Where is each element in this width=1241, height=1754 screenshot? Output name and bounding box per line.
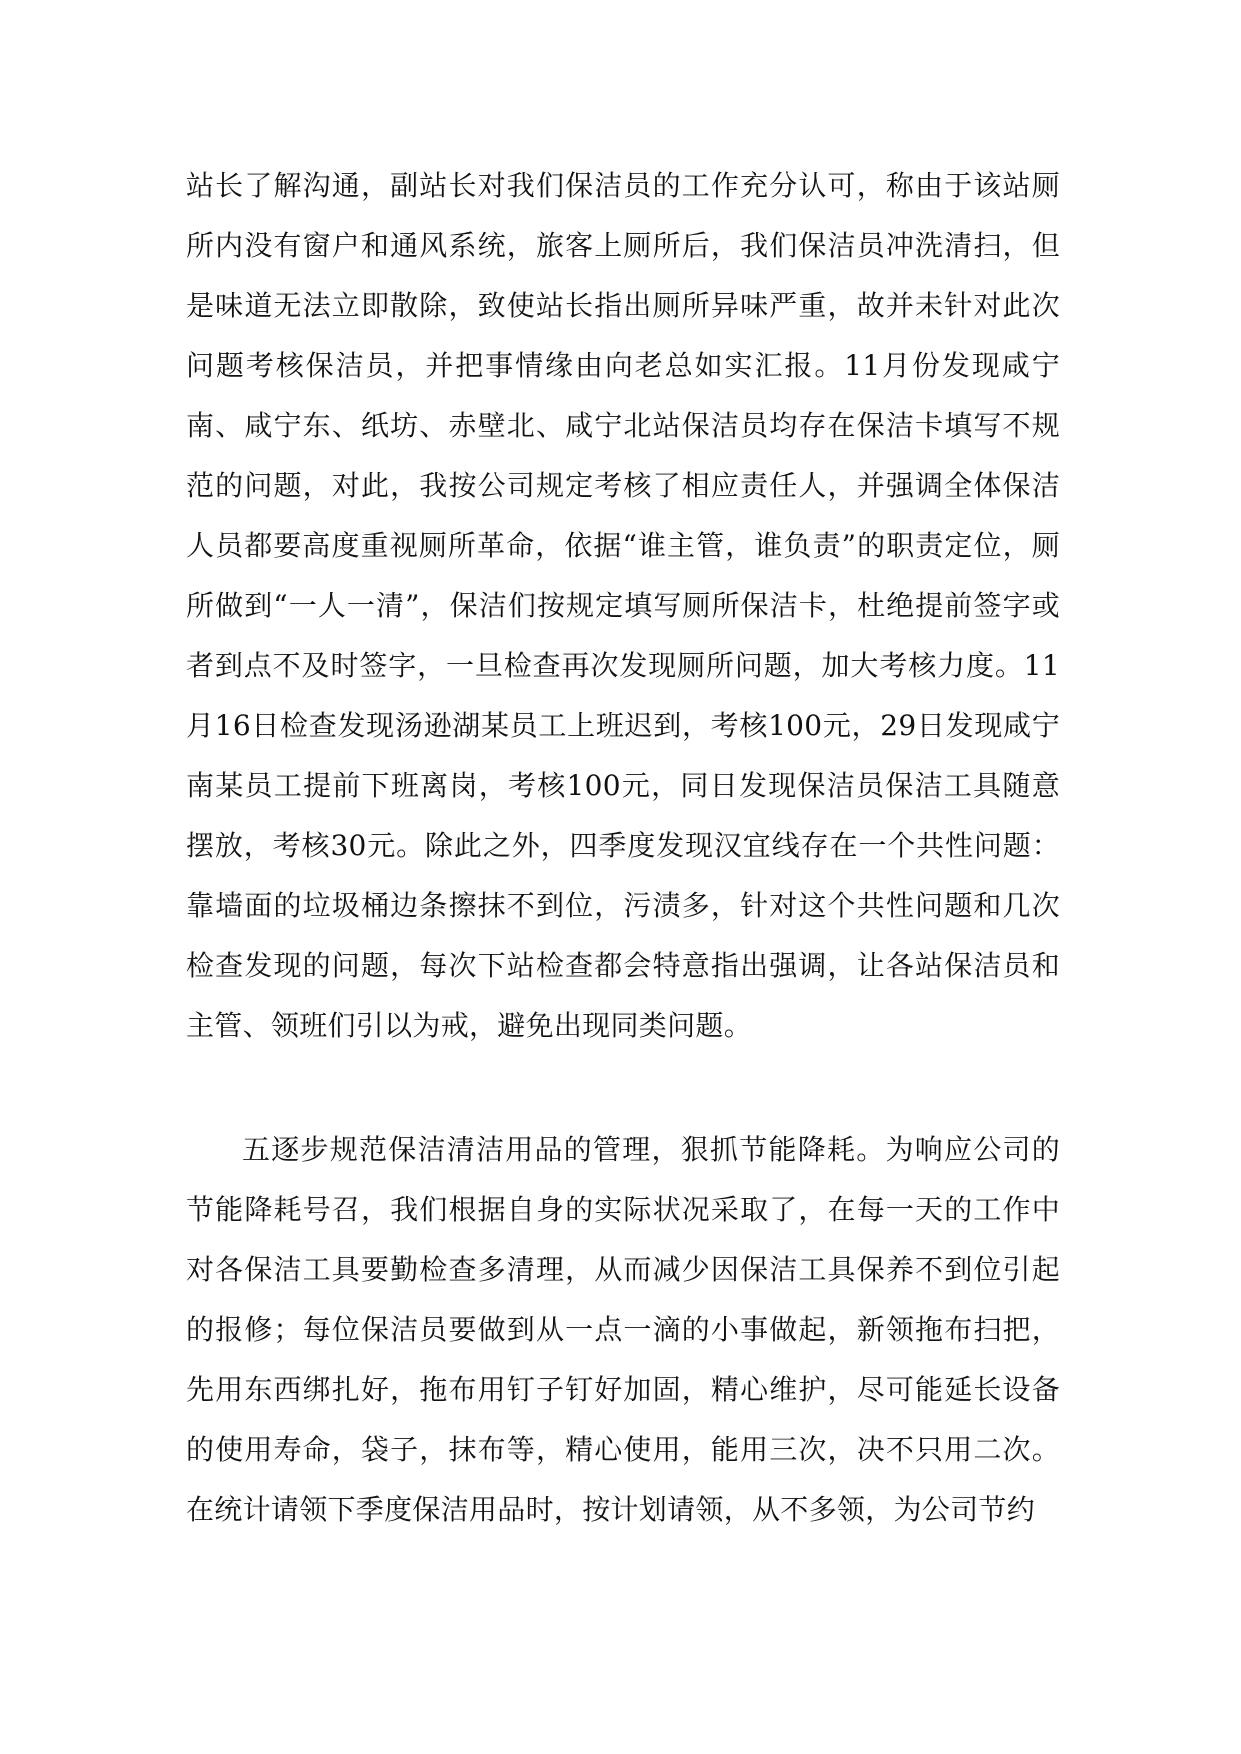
- body-paragraph: 站长了解沟通，副站长对我们保洁员的工作充分认可，称由于该站厕所内没有窗户和通风系统，旅客上厕所后，我们保洁员冲洗清扫，但是味道无法立即散除，致使站长指出厕所异味严重，故并未针对此次问题考核保洁员，并把事情缘由向老总如实汇报。11月份发现咸宁南、咸宁东、纸坊、赤壁北、咸宁北站保洁员均存在保洁卡填写不规范的问题，对此，我按公司规定考核了相应责任人，并强调全体保洁人员都要高度重视厕所革命，依据“谁主管，谁负责”的职责定位，厕所做到“一人一清”，保洁们按规定填写厕所保洁卡，杜绝提前签字或者到点不及时签字，一旦检查再次发现厕所问题，加大考核力度。11月16日检查发现汤逊湖某员工上班迟到，考核100元，29日发现咸宁南某员工提前下班离岗，考核100元，同日发现保洁员保洁工具随意摆放，考核30元。除此之外，四季度发现汉宜线存在一个共性问题：靠墙面的垃圾桶边条擦抹不到位，污渍多，针对这个共性问题和几次检查发现的问题，每次下站检查都会特意指出强调，让各站保洁员和主管、领班们引以为戒，避免出现同类问题。: [186, 169, 1060, 1042]
- body-paragraph: 五逐步规范保洁清洁用品的管理，狠抓节能降耗。为响应公司的节能降耗号召，我们根据自身的实际状况采取了，在每一天的工作中对各保洁工具要勤检查多清理，从而减少因保洁工具保养不到位引起的报修；每位保洁员要做到从一点一滴的小事做起，新领拖布扫把，先用东西绑扎好，拖布用钉子钉好加固，精心维护，尽可能延长设备的使用寿命，袋子，抹布等，精心使用，能用三次，决不只用二次。在统计请领下季度保洁用品时，按计划请领，从不多领，为公司节约: [186, 1133, 1060, 1526]
